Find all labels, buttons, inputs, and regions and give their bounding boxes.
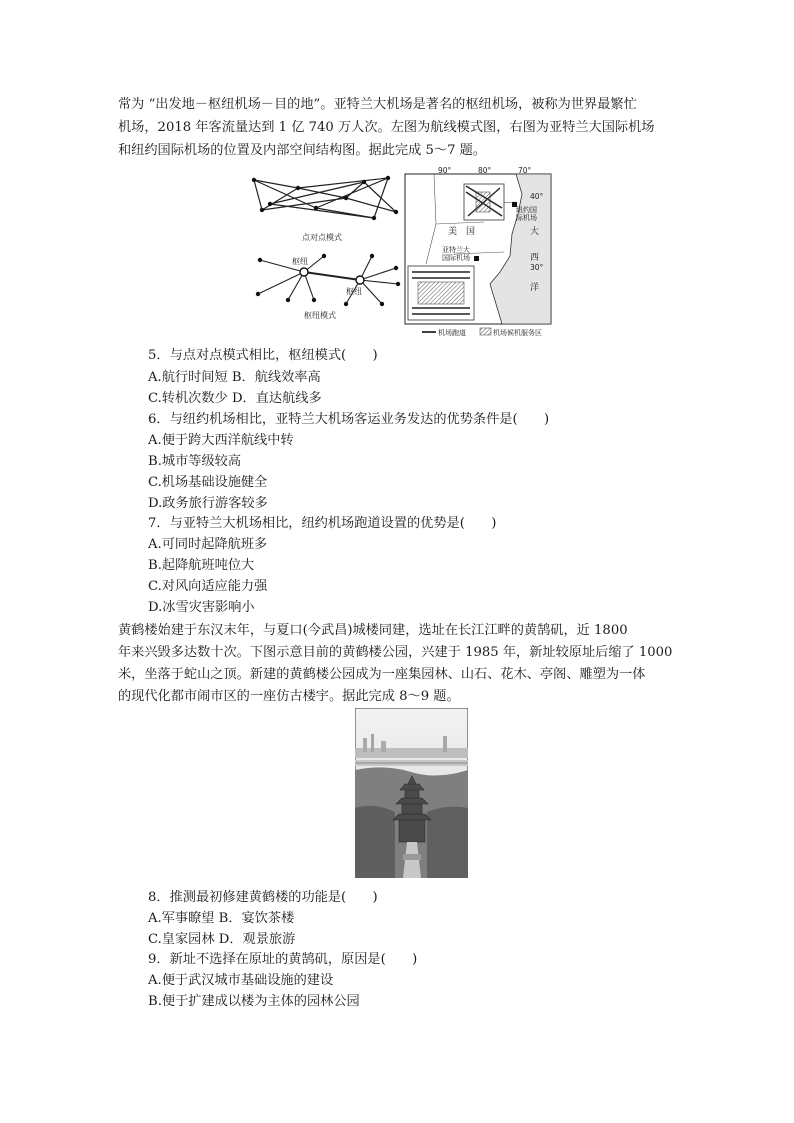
intro1-line-2: 机场，2018 年客流量达到 1 亿 740 万人次。左图为航线模式图，右图为亚特兰大国际机场 bbox=[118, 120, 655, 135]
q7-option-a: A.可同时起降航班多 bbox=[148, 537, 268, 552]
intro1-line-1: 常为 “出发地－枢纽机场－目的地”。亚特兰大机场是著名的枢纽机场，被称为世界最繁忙 bbox=[118, 97, 637, 112]
intro2-line-3: 米，坐落于蛇山之顶。新建的黄鹤楼公园成为一座集园林、山石、花木、亭阁、雕塑为一体 bbox=[118, 667, 646, 682]
ny-airport-label-1: 纽约国 bbox=[516, 206, 537, 214]
q7-stem: 7．与亚特兰大机场相比，纽约机场跑道设置的优势是( ) bbox=[148, 516, 497, 531]
q6-option-b: B.城市等级较高 bbox=[148, 454, 242, 469]
lat-30-label: 30° bbox=[530, 263, 544, 272]
q9-stem: 9．新址不选择在原址的黄鹄矶，原因是( ) bbox=[148, 952, 418, 967]
q6-stem: 6．与纽约机场相比，亚特兰大机场客运业务发达的优势条件是( ) bbox=[148, 412, 550, 427]
q9-option-b: B.便于扩建成以楼为主体的园林公园 bbox=[148, 994, 360, 1009]
atlanta-runway-inset bbox=[408, 266, 474, 320]
lon-80-label: 80° bbox=[478, 166, 492, 175]
q7-option-c: C.对风向适应能力强 bbox=[148, 579, 268, 594]
hub-mode-label: 枢纽模式 bbox=[304, 311, 336, 320]
lat-40-label: 40° bbox=[530, 192, 544, 201]
legend-service-label: 机场候机服务区 bbox=[493, 329, 542, 337]
q6-option-a: A.便于跨大西洋航线中转 bbox=[148, 433, 294, 448]
lon-70-label: 70° bbox=[518, 166, 532, 175]
intro1-line-3: 和纽约国际机场的位置及内部空间结构图。据此完成 5～7 题。 bbox=[118, 143, 487, 158]
airport-location-map bbox=[404, 164, 554, 340]
intro2-line-1: 黄鹤楼始建于东汉末年，与夏口(今武昌)城楼同建，选址在长江江畔的黄鹄矶，近 1800 bbox=[118, 623, 628, 638]
q5-stem: 5．与点对点模式相比，枢纽模式( ) bbox=[148, 348, 378, 363]
q8-option-1: A.军事瞭望 B．宴饮茶楼 bbox=[148, 911, 295, 926]
ocean-label-2: 西 bbox=[530, 253, 540, 263]
legend-runway-label: 机场跑道 bbox=[438, 329, 466, 337]
intro2-line-4: 的现代化都市闹市区的一座仿古楼宇。据此完成 8～9 题。 bbox=[118, 689, 460, 704]
hub-label-1: 枢纽 bbox=[292, 257, 308, 266]
ocean-label-3: 洋 bbox=[530, 283, 540, 293]
ocean-label-1: 大 bbox=[530, 227, 540, 237]
route-model-diagram bbox=[246, 168, 404, 328]
country-label: 美 国 bbox=[448, 227, 476, 237]
atl-airport-label-2: 国际机场 bbox=[442, 254, 470, 262]
q7-option-d: D.冰雪灾害影响小 bbox=[148, 600, 255, 615]
q5-option-2: C.转机次数少 D．直达航线多 bbox=[148, 391, 322, 406]
yellow-crane-tower-photo bbox=[355, 708, 468, 878]
ny-airport-label-2: 际机场 bbox=[516, 214, 537, 222]
q8-option-2: C.皇家园林 D．观景旅游 bbox=[148, 932, 296, 947]
ny-runway-inset bbox=[464, 184, 504, 220]
q6-option-c: C.机场基础设施健全 bbox=[148, 475, 268, 490]
q6-option-d: D.政务旅行游客较多 bbox=[148, 496, 268, 511]
intro2-line-2: 年来兴毁多达数十次。下图示意目前的黄鹤楼公园，兴建于 1985 年，新址较原址后缩了 1000 bbox=[118, 645, 673, 660]
q7-option-b: B.起降航班吨位大 bbox=[148, 558, 255, 573]
q9-option-a: A.便于武汉城市基础设施的建设 bbox=[148, 973, 334, 988]
lon-90-label: 90° bbox=[438, 166, 452, 175]
p2p-mode-label: 点对点模式 bbox=[302, 233, 342, 242]
q8-stem: 8．推测最初修建黄鹤楼的功能是( ) bbox=[148, 890, 378, 905]
atl-airport-label-1: 亚特兰大 bbox=[442, 246, 470, 254]
q5-option-1: A.航行时间短 B．航线效率高 bbox=[148, 370, 321, 385]
hub-label-2: 枢纽 bbox=[346, 287, 362, 296]
